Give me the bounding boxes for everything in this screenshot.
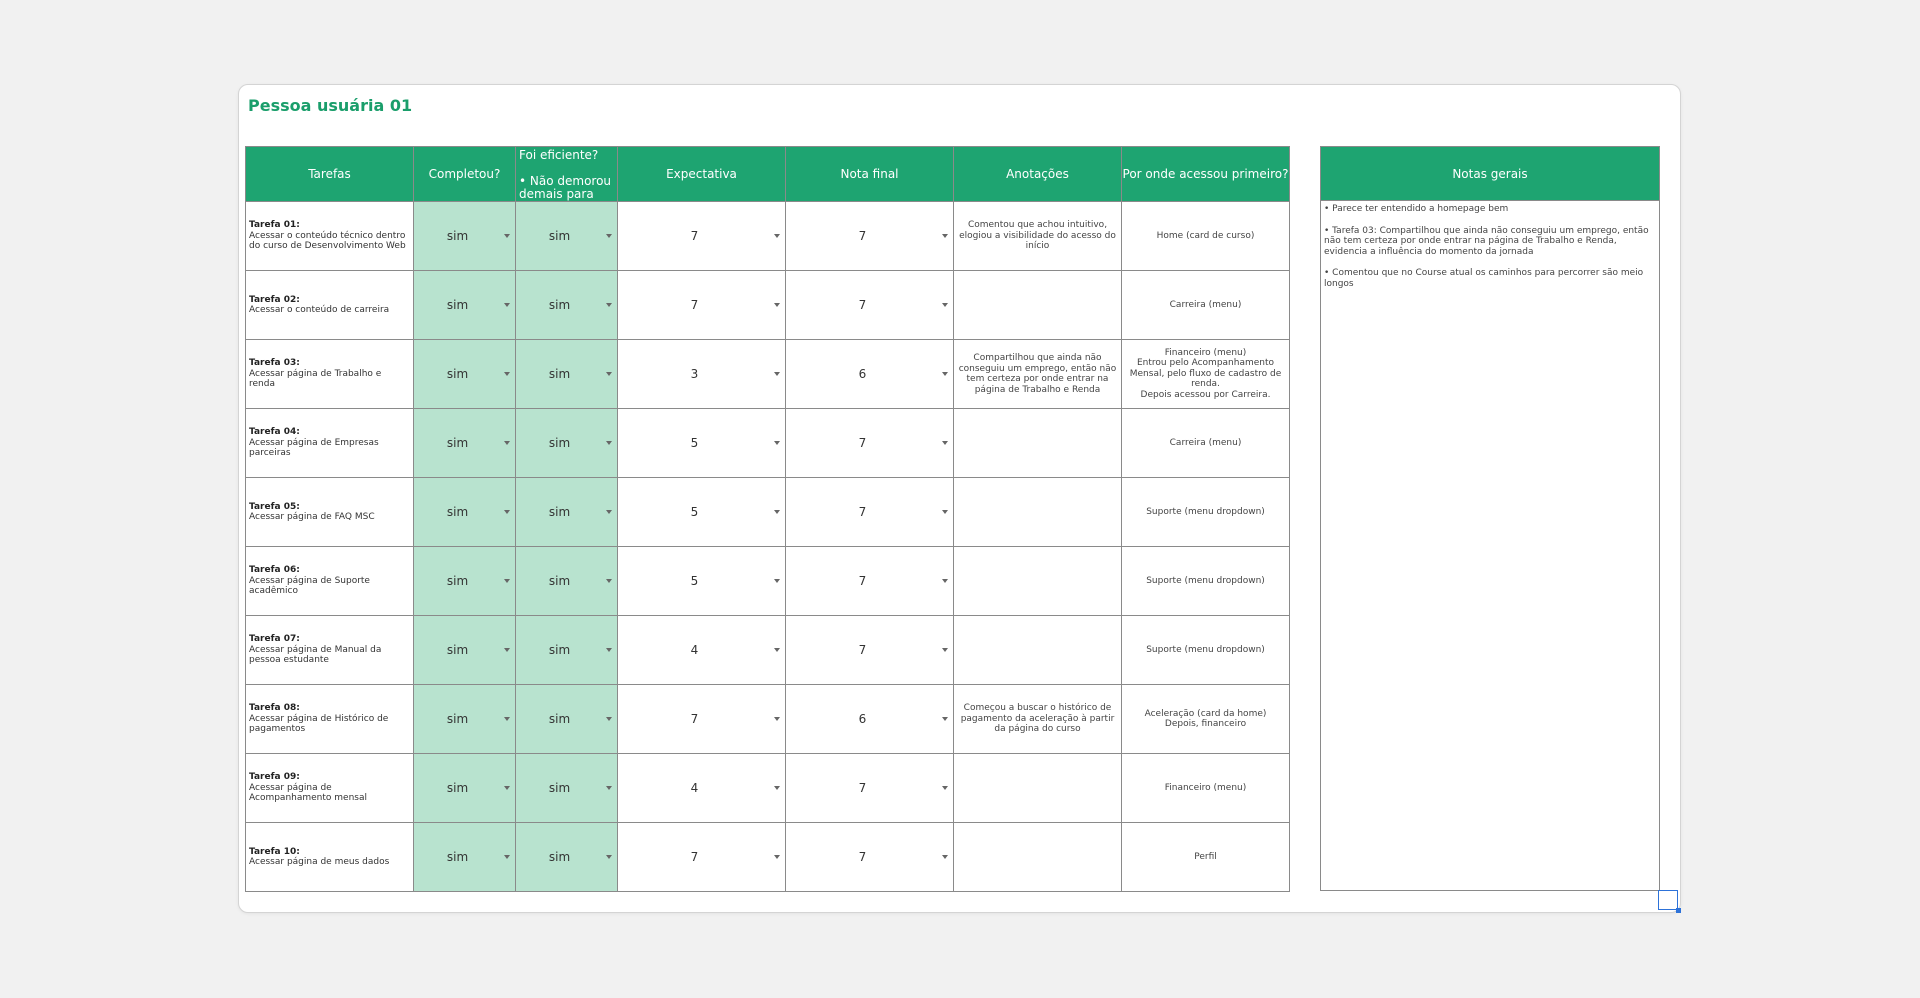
task-description: Acessar página de Suporte acadêmico bbox=[249, 575, 370, 597]
acesso-cell[interactable]: Financeiro (menu) bbox=[1122, 754, 1290, 823]
task-description: Acessar o conteúdo de carreira bbox=[249, 305, 390, 315]
task-description: Acessar página de FAQ MSC bbox=[249, 512, 375, 522]
general-note-item: • Tarefa 03: Compartilhou que ainda não conseguiu um emprego, então não tem certeza por onde entrar na página de Trabalho e Renda, evidencia a influência do momento da jornada bbox=[1324, 225, 1649, 257]
task-label: Tarefa 05: bbox=[249, 501, 300, 512]
task-label: Tarefa 03: bbox=[249, 358, 300, 369]
eficiente-dropdown[interactable]: sim bbox=[516, 202, 618, 271]
nota-final-dropdown[interactable]: 7 bbox=[786, 202, 954, 271]
expectativa-dropdown[interactable]: 7 bbox=[618, 823, 786, 892]
dropdown-arrow-icon[interactable] bbox=[774, 372, 780, 376]
expectativa-dropdown[interactable]: 7 bbox=[618, 685, 786, 754]
task-cell[interactable] bbox=[246, 202, 414, 271]
acesso-cell[interactable]: Carreira (menu) bbox=[1122, 271, 1290, 340]
dropdown-arrow-icon[interactable] bbox=[774, 648, 780, 652]
anotacao-cell[interactable] bbox=[954, 754, 1122, 823]
eficiente-dropdown[interactable]: sim bbox=[516, 271, 618, 340]
acesso-cell[interactable]: Financeiro (menu) Entrou pelo Acompanhamento Mensal, pelo fluxo de cadastro de renda. Depois acessou por Carreira. bbox=[1122, 340, 1290, 409]
eficiente-dropdown[interactable]: sim bbox=[516, 478, 618, 547]
dropdown-arrow-icon[interactable] bbox=[606, 579, 612, 583]
dropdown-arrow-icon[interactable] bbox=[774, 510, 780, 514]
dropdown-arrow-icon[interactable] bbox=[504, 441, 510, 445]
page-title: Pessoa usuária 01 bbox=[248, 96, 413, 115]
completou-dropdown[interactable]: sim bbox=[414, 409, 516, 478]
nota-final-dropdown[interactable]: 7 bbox=[786, 616, 954, 685]
task-description: Acessar página de Histórico de pagamentos bbox=[249, 713, 389, 735]
dropdown-arrow-icon[interactable] bbox=[504, 648, 510, 652]
dropdown-arrow-icon[interactable] bbox=[942, 372, 948, 376]
table-row bbox=[246, 547, 1290, 616]
header-eficiente-note: • Não demorou demais para bbox=[519, 174, 612, 201]
dropdown-arrow-icon[interactable] bbox=[606, 372, 612, 376]
table-row bbox=[246, 271, 1290, 340]
task-cell[interactable] bbox=[246, 409, 414, 478]
acesso-cell[interactable]: Home (card de curso) bbox=[1122, 202, 1290, 271]
general-note-item: • Parece ter entendido a homepage bem bbox=[1324, 204, 1509, 214]
task-label: Tarefa 01: bbox=[249, 220, 300, 231]
expectativa-dropdown[interactable]: 7 bbox=[618, 271, 786, 340]
expectativa-dropdown[interactable]: 5 bbox=[618, 478, 786, 547]
nota-final-dropdown[interactable]: 7 bbox=[786, 271, 954, 340]
dropdown-arrow-icon[interactable] bbox=[504, 855, 510, 859]
dropdown-arrow-icon[interactable] bbox=[942, 579, 948, 583]
dropdown-arrow-icon[interactable] bbox=[774, 234, 780, 238]
task-label: Tarefa 06: bbox=[249, 565, 300, 576]
completou-dropdown[interactable]: sim bbox=[414, 685, 516, 754]
header-eficiente bbox=[516, 147, 618, 202]
dropdown-arrow-icon[interactable] bbox=[606, 441, 612, 445]
dropdown-arrow-icon[interactable] bbox=[606, 786, 612, 790]
dropdown-arrow-icon[interactable] bbox=[774, 855, 780, 859]
dropdown-arrow-icon[interactable] bbox=[606, 234, 612, 238]
header-anotacoes: Anotações bbox=[954, 147, 1122, 202]
dropdown-arrow-icon[interactable] bbox=[504, 510, 510, 514]
dropdown-arrow-icon[interactable] bbox=[504, 717, 510, 721]
task-label: Tarefa 10: bbox=[249, 846, 300, 857]
dropdown-arrow-icon[interactable] bbox=[606, 303, 612, 307]
nota-final-dropdown[interactable]: 6 bbox=[786, 340, 954, 409]
acesso-cell[interactable]: Suporte (menu dropdown) bbox=[1122, 478, 1290, 547]
header-acesso: Por onde acessou primeiro? bbox=[1122, 147, 1290, 202]
eficiente-dropdown[interactable]: sim bbox=[516, 547, 618, 616]
dropdown-arrow-icon[interactable] bbox=[504, 786, 510, 790]
task-cell[interactable] bbox=[246, 271, 414, 340]
nota-final-dropdown[interactable]: 7 bbox=[786, 478, 954, 547]
table-row bbox=[246, 340, 1290, 409]
task-label: Tarefa 08: bbox=[249, 703, 300, 714]
dropdown-arrow-icon[interactable] bbox=[774, 786, 780, 790]
expectativa-dropdown[interactable]: 7 bbox=[618, 202, 786, 271]
table-row bbox=[246, 754, 1290, 823]
task-label: Tarefa 09: bbox=[249, 772, 300, 783]
table-header-row bbox=[246, 147, 1290, 202]
completou-dropdown[interactable]: sim bbox=[414, 271, 516, 340]
expectativa-dropdown[interactable]: 5 bbox=[618, 547, 786, 616]
table-row bbox=[246, 409, 1290, 478]
completou-dropdown[interactable]: sim bbox=[414, 202, 516, 271]
anotacao-cell[interactable] bbox=[954, 478, 1122, 547]
dropdown-arrow-icon[interactable] bbox=[606, 510, 612, 514]
acesso-cell[interactable]: Suporte (menu dropdown) bbox=[1122, 547, 1290, 616]
dropdown-arrow-icon[interactable] bbox=[942, 717, 948, 721]
dropdown-arrow-icon[interactable] bbox=[606, 855, 612, 859]
dropdown-arrow-icon[interactable] bbox=[606, 648, 612, 652]
table-row bbox=[246, 685, 1290, 754]
nota-final-dropdown[interactable]: 6 bbox=[786, 685, 954, 754]
task-label: Tarefa 07: bbox=[249, 634, 300, 645]
task-cell[interactable] bbox=[246, 754, 414, 823]
dropdown-arrow-icon[interactable] bbox=[942, 510, 948, 514]
nota-final-dropdown[interactable]: 7 bbox=[786, 823, 954, 892]
task-description: Acessar página de Manual da pessoa estudante bbox=[249, 644, 382, 666]
dropdown-arrow-icon[interactable] bbox=[774, 441, 780, 445]
anotacao-cell[interactable] bbox=[954, 823, 1122, 892]
header-nota-final: Nota final bbox=[786, 147, 954, 202]
dropdown-arrow-icon[interactable] bbox=[504, 372, 510, 376]
header-tarefas: Tarefas bbox=[246, 147, 414, 202]
header-completou: Completou? bbox=[414, 147, 516, 202]
table-row bbox=[246, 478, 1290, 547]
task-description: Acessar página de Acompanhamento mensal bbox=[249, 782, 367, 804]
anotacao-cell[interactable]: Comentou que achou intuitivo, elogiou a visibilidade do acesso do início bbox=[954, 202, 1122, 271]
acesso-cell[interactable]: Suporte (menu dropdown) bbox=[1122, 616, 1290, 685]
dropdown-arrow-icon[interactable] bbox=[774, 717, 780, 721]
task-cell[interactable] bbox=[246, 823, 414, 892]
completou-dropdown[interactable]: sim bbox=[414, 478, 516, 547]
completou-dropdown[interactable]: sim bbox=[414, 547, 516, 616]
dropdown-arrow-icon[interactable] bbox=[942, 648, 948, 652]
task-description: Acessar página de meus dados bbox=[249, 857, 390, 867]
task-cell[interactable] bbox=[246, 616, 414, 685]
dropdown-arrow-icon[interactable] bbox=[504, 234, 510, 238]
nota-final-dropdown[interactable]: 7 bbox=[786, 754, 954, 823]
eficiente-dropdown[interactable]: sim bbox=[516, 616, 618, 685]
completou-dropdown[interactable]: sim bbox=[414, 340, 516, 409]
dropdown-arrow-icon[interactable] bbox=[942, 441, 948, 445]
task-cell[interactable] bbox=[246, 340, 414, 409]
dropdown-arrow-icon[interactable] bbox=[942, 855, 948, 859]
anotacao-cell[interactable] bbox=[954, 409, 1122, 478]
header-eficiente-title: Foi eficiente? bbox=[519, 148, 599, 162]
completou-dropdown[interactable]: sim bbox=[414, 616, 516, 685]
header-expectativa: Expectativa bbox=[618, 147, 786, 202]
general-note-item: • Comentou que no Course atual os caminhos para percorrer são meio longos bbox=[1324, 268, 1644, 289]
task-cell[interactable] bbox=[246, 685, 414, 754]
anotacao-cell[interactable] bbox=[954, 547, 1122, 616]
general-notes-table bbox=[1320, 146, 1660, 891]
acesso-cell[interactable]: Carreira (menu) bbox=[1122, 409, 1290, 478]
tasks-table bbox=[245, 146, 1290, 892]
eficiente-dropdown[interactable]: sim bbox=[516, 685, 618, 754]
eficiente-dropdown[interactable]: sim bbox=[516, 340, 618, 409]
header-notas-gerais: Notas gerais bbox=[1321, 147, 1660, 201]
eficiente-dropdown[interactable]: sim bbox=[516, 823, 618, 892]
table-row bbox=[246, 616, 1290, 685]
nota-final-dropdown[interactable]: 7 bbox=[786, 409, 954, 478]
table-row bbox=[246, 823, 1290, 892]
task-label: Tarefa 02: bbox=[249, 294, 300, 305]
task-cell[interactable] bbox=[246, 547, 414, 616]
task-label: Tarefa 04: bbox=[249, 427, 300, 438]
expectativa-dropdown[interactable]: 3 bbox=[618, 340, 786, 409]
dropdown-arrow-icon[interactable] bbox=[942, 786, 948, 790]
anotacao-cell[interactable]: Compartilhou que ainda não conseguiu um emprego, então não tem certeza por onde entrar na página de Trabalho e Renda bbox=[954, 340, 1122, 409]
eficiente-dropdown[interactable]: sim bbox=[516, 754, 618, 823]
anotacao-cell[interactable] bbox=[954, 616, 1122, 685]
general-notes-cell[interactable] bbox=[1321, 201, 1660, 891]
expectativa-dropdown[interactable]: 4 bbox=[618, 616, 786, 685]
table-row bbox=[246, 202, 1290, 271]
selection-resize-handle[interactable] bbox=[1658, 890, 1678, 910]
acesso-cell[interactable]: Aceleração (card da home) Depois, financeiro bbox=[1122, 685, 1290, 754]
dropdown-arrow-icon[interactable] bbox=[504, 579, 510, 583]
dropdown-arrow-icon[interactable] bbox=[942, 303, 948, 307]
eficiente-dropdown[interactable]: sim bbox=[516, 409, 618, 478]
nota-final-dropdown[interactable]: 7 bbox=[786, 547, 954, 616]
anotacao-cell[interactable] bbox=[954, 271, 1122, 340]
task-description: Acessar página de Trabalho e renda bbox=[249, 368, 382, 390]
dropdown-arrow-icon[interactable] bbox=[774, 579, 780, 583]
task-description: Acessar o conteúdo técnico dentro do curso de Desenvolvimento Web bbox=[249, 230, 406, 252]
expectativa-dropdown[interactable]: 4 bbox=[618, 754, 786, 823]
acesso-cell[interactable]: Perfil bbox=[1122, 823, 1290, 892]
completou-dropdown[interactable]: sim bbox=[414, 754, 516, 823]
completou-dropdown[interactable]: sim bbox=[414, 823, 516, 892]
expectativa-dropdown[interactable]: 5 bbox=[618, 409, 786, 478]
dropdown-arrow-icon[interactable] bbox=[774, 303, 780, 307]
dropdown-arrow-icon[interactable] bbox=[942, 234, 948, 238]
task-cell[interactable] bbox=[246, 478, 414, 547]
task-description: Acessar página de Empresas parceiras bbox=[249, 437, 379, 459]
dropdown-arrow-icon[interactable] bbox=[606, 717, 612, 721]
anotacao-cell[interactable]: Começou a buscar o histórico de pagamento da aceleração à partir da página do curso bbox=[954, 685, 1122, 754]
dropdown-arrow-icon[interactable] bbox=[504, 303, 510, 307]
